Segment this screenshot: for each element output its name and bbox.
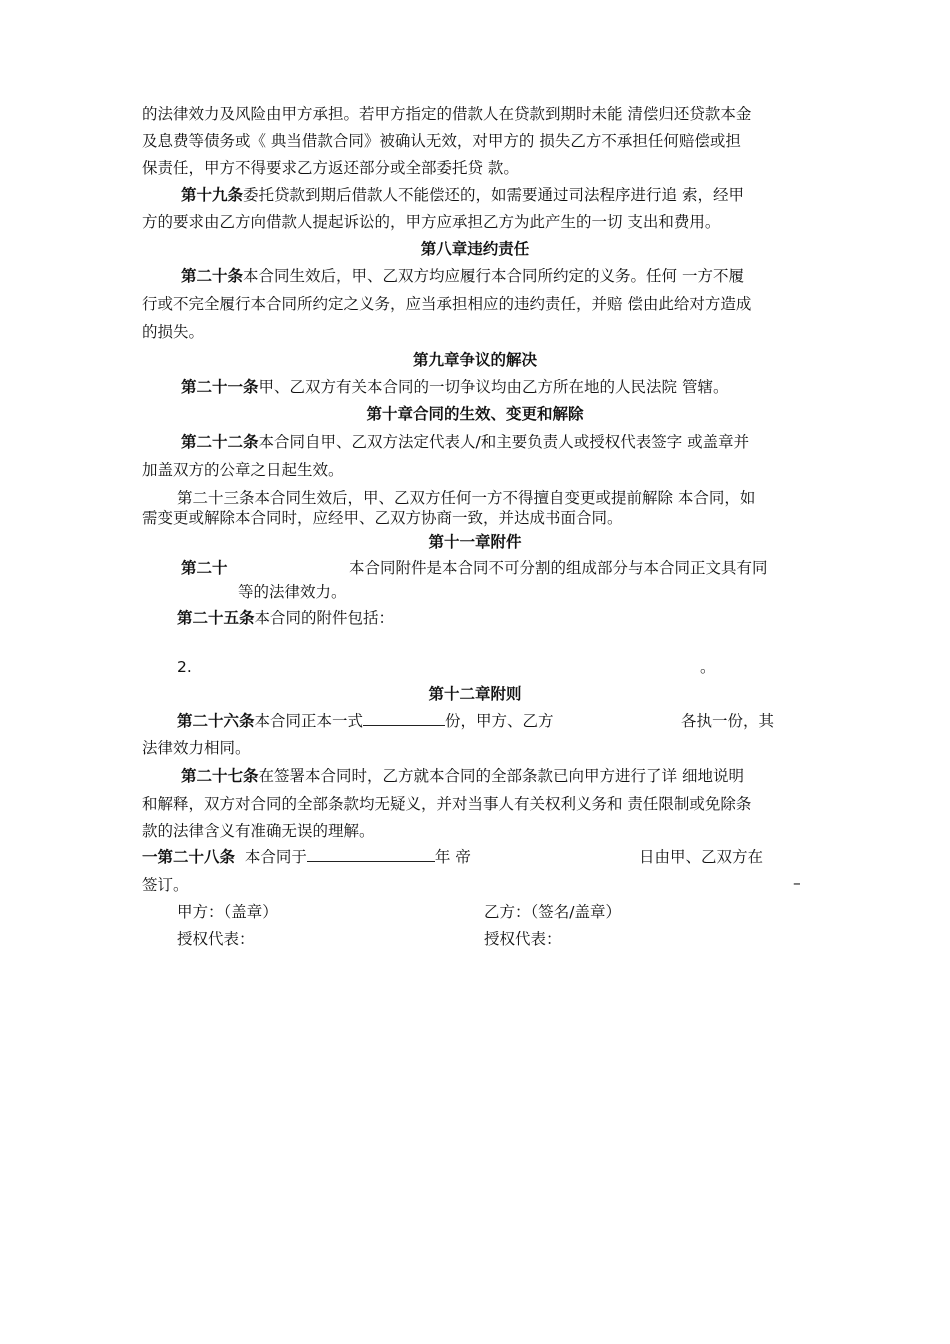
clause-label: 第二十: [181, 559, 228, 577]
clause-28: [142, 847, 471, 867]
clause-label: 第二十二条: [181, 433, 259, 451]
paragraph-line: 加盖双方的公章之日起生效。: [142, 461, 344, 479]
dash-mark: –: [793, 874, 801, 892]
clause-label: 第二十五条: [177, 609, 255, 627]
chapter-heading: 第十章合同的生效、变更和解除: [366, 405, 584, 423]
clause-19: [181, 185, 744, 205]
clause-21: [181, 377, 728, 397]
blank-field: [363, 711, 445, 726]
chapter-heading: 第十二章附则: [428, 685, 522, 703]
clause-label: 第二十条: [181, 267, 244, 285]
party-a-seal: 甲方：（盖章）: [177, 903, 278, 921]
attachment-end: 。: [700, 658, 716, 676]
attachment-number: 2.: [177, 658, 192, 676]
paragraph-line: 法律效力相同。: [142, 739, 251, 757]
clause-text: 本合同正本一式: [254, 712, 364, 730]
paragraph-line: 第二十三条本合同生效后，甲、乙双方任何一方不得擅自变更或提前解除 本合同，如: [177, 489, 756, 507]
clause-text: 日由甲、乙双方在: [639, 848, 764, 866]
paragraph-line: 保责任，甲方不得要求乙方返还部分或全部委托贷 款。: [142, 159, 519, 177]
paragraph-line: 方的要求由乙方向借款人提起诉讼的，甲方应承担乙方为此产生的一切 支出和费用。: [142, 213, 721, 231]
paragraph-line: 签订。: [142, 876, 189, 894]
party-b-representative: 授权代表：: [484, 930, 562, 948]
clause-27: [181, 766, 744, 786]
chapter-heading: 第八章违约责任: [420, 240, 530, 258]
clause-text: 份，甲方、乙方: [445, 712, 554, 730]
paragraph-line: 的损失。: [142, 323, 205, 341]
chapter-heading: 第九章争议的解决: [412, 351, 537, 369]
clause-26: [177, 711, 554, 731]
party-b-seal: 乙方：（签名/盖章）: [484, 903, 621, 921]
clause-text: 各执一份，其: [681, 712, 775, 730]
clause-text: 本合同的附件包括：: [254, 609, 395, 627]
chapter-heading: 第十一章附件: [428, 533, 522, 551]
clause-25: [177, 608, 394, 628]
party-a-representative: 授权代表：: [177, 930, 255, 948]
clause-label: 第二十七条: [181, 767, 259, 785]
paragraph-line: 款的法律含义有准确无误的理解。: [142, 822, 375, 840]
clause-22: [181, 432, 749, 452]
clause-20: [181, 266, 744, 286]
paragraph-line: 的法律效力及风险由甲方承担。若甲方指定的借款人在贷款到期时未能 清偿归还贷款本金: [142, 105, 752, 123]
clause-text: 甲、乙双方有关本合同的一切争议均由乙方所在地的人民法院 管辖。: [258, 378, 729, 396]
paragraph-line: 及息费等债务或《 典当借款合同》被确认无效，对甲方的 损失乙方不承担任何赔偿或担: [142, 132, 741, 150]
clause-text: 本合同自甲、乙双方法定代表人/和主要负责人或授权代表签字 或盖章并: [258, 433, 750, 451]
blank-field: [307, 847, 435, 862]
clause-text: 在签署本合同时，乙方就本合同的全部条款已向甲方进行了详 细地说明: [258, 767, 744, 785]
clause-text: 本合同附件是本合同不可分割的组成部分与本合同正文具有同: [349, 559, 768, 577]
paragraph-line: 需变更或解除本合同时，应经甲、乙双方协商一致，并达成书面合同。: [142, 509, 623, 527]
clause-text: 本合同生效后，甲、乙双方均应履行本合同所约定的义务。任何 一方不履: [243, 267, 744, 285]
clause-text: 本合同于: [244, 848, 307, 866]
clause-text: 年 帝: [434, 848, 471, 866]
clause-text: 委托贷款到期后借款人不能偿还的，如需要通过司法程序进行追 索，经甲: [243, 186, 744, 204]
paragraph-line: 等的法律效力。: [238, 583, 347, 601]
clause-label: 一第二十八条: [142, 848, 236, 866]
clause-label: 第十九条: [181, 186, 244, 204]
clause-label: 第二十一条: [181, 378, 259, 396]
clause-label: 第二十六条: [177, 712, 255, 730]
paragraph-line: 行或不完全履行本合同所约定之义务，应当承担相应的违约责任，并赔 偿由此给对方造成: [142, 295, 752, 313]
paragraph-line: 和解释，双方对合同的全部条款均无疑义，并对当事人有关权利义务和 责任限制或免除条: [142, 795, 752, 813]
